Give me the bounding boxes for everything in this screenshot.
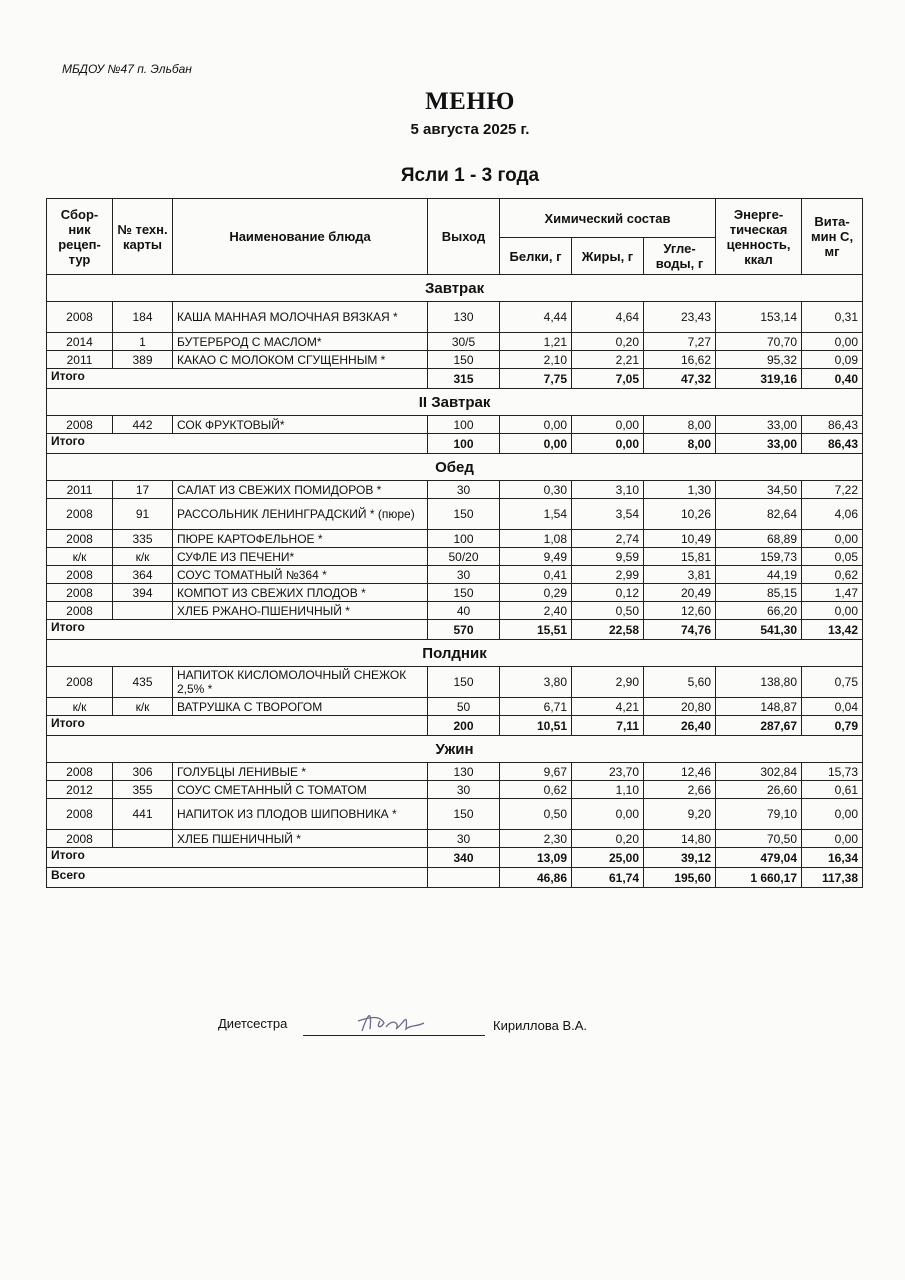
cell-carbs: 12,60 bbox=[644, 602, 716, 620]
cell-output: 150 bbox=[428, 351, 500, 369]
total-energy: 541,30 bbox=[716, 620, 802, 640]
cell-carbs: 12,46 bbox=[644, 763, 716, 781]
cell-collection: 2008 bbox=[47, 302, 113, 333]
col-vitamin: Вита-мин С, мг bbox=[802, 199, 863, 275]
cell-protein: 1,54 bbox=[500, 499, 572, 530]
cell-fat: 23,70 bbox=[572, 763, 644, 781]
total-carbs: 39,12 bbox=[644, 848, 716, 868]
cell-dish-name: ГОЛУБЦЫ ЛЕНИВЫЕ * bbox=[173, 763, 428, 781]
total-label: Итого bbox=[47, 434, 428, 454]
organization-name: МБДОУ №47 п. Эльбан bbox=[62, 62, 192, 76]
grand-total-vitamin: 117,38 bbox=[802, 868, 863, 888]
cell-collection: 2008 bbox=[47, 667, 113, 698]
cell-collection: 2008 bbox=[47, 830, 113, 848]
cell-tech-card: 389 bbox=[113, 351, 173, 369]
cell-dish-name: ВАТРУШКА С ТВОРОГОМ bbox=[173, 698, 428, 716]
age-group: Ясли 1 - 3 года bbox=[400, 165, 540, 186]
table-row bbox=[47, 302, 863, 333]
total-carbs: 26,40 bbox=[644, 716, 716, 736]
cell-vitamin: 0,00 bbox=[802, 602, 863, 620]
cell-fat: 4,21 bbox=[572, 698, 644, 716]
total-row bbox=[47, 848, 863, 868]
cell-tech-card: 394 bbox=[113, 584, 173, 602]
signer-name: Кириллова В.А. bbox=[493, 1018, 588, 1033]
total-output: 340 bbox=[428, 848, 500, 868]
col-chemical-composition: Химический состав bbox=[500, 199, 716, 238]
cell-dish-name: ХЛЕБ ПШЕНИЧНЫЙ * bbox=[173, 830, 428, 848]
cell-vitamin: 15,73 bbox=[802, 763, 863, 781]
table-row bbox=[47, 351, 863, 369]
document-title: МЕНЮ bbox=[425, 88, 515, 115]
section-row bbox=[47, 389, 863, 416]
cell-vitamin: 0,04 bbox=[802, 698, 863, 716]
total-carbs: 74,76 bbox=[644, 620, 716, 640]
cell-output: 30 bbox=[428, 566, 500, 584]
cell-energy: 153,14 bbox=[716, 302, 802, 333]
total-fat: 0,00 bbox=[572, 434, 644, 454]
cell-energy: 26,60 bbox=[716, 781, 802, 799]
cell-output: 100 bbox=[428, 530, 500, 548]
cell-collection: 2008 bbox=[47, 763, 113, 781]
cell-dish-name: САЛАТ ИЗ СВЕЖИХ ПОМИДОРОВ * bbox=[173, 481, 428, 499]
total-protein: 0,00 bbox=[500, 434, 572, 454]
cell-energy: 138,80 bbox=[716, 667, 802, 698]
col-output: Выход bbox=[428, 199, 500, 275]
cell-output: 30 bbox=[428, 481, 500, 499]
cell-protein: 2,40 bbox=[500, 602, 572, 620]
cell-carbs: 15,81 bbox=[644, 548, 716, 566]
table-row bbox=[47, 499, 863, 530]
cell-vitamin: 0,05 bbox=[802, 548, 863, 566]
cell-carbs: 14,80 bbox=[644, 830, 716, 848]
total-energy: 33,00 bbox=[716, 434, 802, 454]
total-protein: 10,51 bbox=[500, 716, 572, 736]
section-title: II Завтрак bbox=[47, 389, 863, 416]
cell-vitamin: 0,62 bbox=[802, 566, 863, 584]
total-fat: 7,05 bbox=[572, 369, 644, 389]
cell-energy: 44,19 bbox=[716, 566, 802, 584]
cell-collection: к/к bbox=[47, 698, 113, 716]
section-row bbox=[47, 275, 863, 302]
total-label: Итого bbox=[47, 369, 428, 389]
cell-dish-name: КАША МАННАЯ МОЛОЧНАЯ ВЯЗКАЯ * bbox=[173, 302, 428, 333]
grand-total-output bbox=[428, 868, 500, 888]
total-fat: 22,58 bbox=[572, 620, 644, 640]
section-title: Полдник bbox=[47, 640, 863, 667]
section-title: Обед bbox=[47, 454, 863, 481]
cell-fat: 0,20 bbox=[572, 830, 644, 848]
cell-protein: 0,29 bbox=[500, 584, 572, 602]
cell-energy: 95,32 bbox=[716, 351, 802, 369]
total-row bbox=[47, 369, 863, 389]
cell-energy: 70,70 bbox=[716, 333, 802, 351]
cell-dish-name: КОМПОТ ИЗ СВЕЖИХ ПЛОДОВ * bbox=[173, 584, 428, 602]
grand-total-fat: 61,74 bbox=[572, 868, 644, 888]
cell-protein: 0,00 bbox=[500, 416, 572, 434]
total-vitamin: 0,79 bbox=[802, 716, 863, 736]
cell-vitamin: 0,00 bbox=[802, 333, 863, 351]
cell-energy: 68,89 bbox=[716, 530, 802, 548]
total-fat: 7,11 bbox=[572, 716, 644, 736]
table-row bbox=[47, 416, 863, 434]
cell-dish-name: СОУС СМЕТАННЫЙ С ТОМАТОМ bbox=[173, 781, 428, 799]
cell-energy: 85,15 bbox=[716, 584, 802, 602]
cell-collection: 2011 bbox=[47, 351, 113, 369]
cell-collection: 2008 bbox=[47, 566, 113, 584]
cell-collection: 2008 bbox=[47, 799, 113, 830]
cell-tech-card: 355 bbox=[113, 781, 173, 799]
grand-total-carbs: 195,60 bbox=[644, 868, 716, 888]
total-vitamin: 16,34 bbox=[802, 848, 863, 868]
cell-fat: 3,54 bbox=[572, 499, 644, 530]
cell-dish-name: СОК ФРУКТОВЫЙ* bbox=[173, 416, 428, 434]
table-row bbox=[47, 830, 863, 848]
grand-total-energy: 1 660,17 bbox=[716, 868, 802, 888]
cell-output: 30/5 bbox=[428, 333, 500, 351]
section-row bbox=[47, 736, 863, 763]
cell-tech-card: 1 bbox=[113, 333, 173, 351]
menu-body bbox=[47, 275, 863, 888]
cell-energy: 82,64 bbox=[716, 499, 802, 530]
cell-carbs: 20,49 bbox=[644, 584, 716, 602]
cell-dish-name: ХЛЕБ РЖАНО-ПШЕНИЧНЫЙ * bbox=[173, 602, 428, 620]
total-output: 315 bbox=[428, 369, 500, 389]
cell-fat: 0,50 bbox=[572, 602, 644, 620]
cell-fat: 0,00 bbox=[572, 799, 644, 830]
cell-tech-card: 184 bbox=[113, 302, 173, 333]
cell-energy: 79,10 bbox=[716, 799, 802, 830]
cell-tech-card: 306 bbox=[113, 763, 173, 781]
cell-tech-card: 442 bbox=[113, 416, 173, 434]
cell-output: 100 bbox=[428, 416, 500, 434]
grand-total-row bbox=[47, 868, 863, 888]
cell-carbs: 5,60 bbox=[644, 667, 716, 698]
table-row bbox=[47, 667, 863, 698]
cell-output: 150 bbox=[428, 799, 500, 830]
cell-carbs: 7,27 bbox=[644, 333, 716, 351]
cell-carbs: 3,81 bbox=[644, 566, 716, 584]
cell-vitamin: 0,00 bbox=[802, 530, 863, 548]
grand-total-label: Всего bbox=[47, 868, 428, 888]
total-carbs: 8,00 bbox=[644, 434, 716, 454]
cell-output: 50 bbox=[428, 698, 500, 716]
table-row bbox=[47, 481, 863, 499]
cell-carbs: 16,62 bbox=[644, 351, 716, 369]
menu-date: 5 августа 2025 г. bbox=[410, 121, 530, 138]
cell-energy: 66,20 bbox=[716, 602, 802, 620]
cell-protein: 9,67 bbox=[500, 763, 572, 781]
cell-dish-name: ПЮРЕ КАРТОФЕЛЬНОЕ * bbox=[173, 530, 428, 548]
total-fat: 25,00 bbox=[572, 848, 644, 868]
cell-protein: 0,50 bbox=[500, 799, 572, 830]
cell-dish-name: НАПИТОК ИЗ ПЛОДОВ ШИПОВНИКА * bbox=[173, 799, 428, 830]
cell-carbs: 1,30 bbox=[644, 481, 716, 499]
cell-energy: 34,50 bbox=[716, 481, 802, 499]
total-row bbox=[47, 620, 863, 640]
cell-carbs: 2,66 bbox=[644, 781, 716, 799]
cell-fat: 0,20 bbox=[572, 333, 644, 351]
cell-energy: 70,50 bbox=[716, 830, 802, 848]
col-fat: Жиры, г bbox=[572, 238, 644, 275]
cell-tech-card bbox=[113, 602, 173, 620]
col-tech-card: № техн. карты bbox=[113, 199, 173, 275]
cell-dish-name: КАКАО С МОЛОКОМ СГУЩЕННЫМ * bbox=[173, 351, 428, 369]
section-title: Завтрак bbox=[47, 275, 863, 302]
table-row bbox=[47, 602, 863, 620]
cell-fat: 4,64 bbox=[572, 302, 644, 333]
cell-tech-card: 335 bbox=[113, 530, 173, 548]
cell-dish-name: БУТЕРБРОД С МАСЛОМ* bbox=[173, 333, 428, 351]
cell-carbs: 23,43 bbox=[644, 302, 716, 333]
table-row bbox=[47, 763, 863, 781]
total-row bbox=[47, 716, 863, 736]
section-title: Ужин bbox=[47, 736, 863, 763]
cell-protein: 2,30 bbox=[500, 830, 572, 848]
cell-protein: 0,62 bbox=[500, 781, 572, 799]
total-energy: 479,04 bbox=[716, 848, 802, 868]
cell-collection: 2008 bbox=[47, 530, 113, 548]
cell-tech-card: 91 bbox=[113, 499, 173, 530]
cell-vitamin: 86,43 bbox=[802, 416, 863, 434]
table-row bbox=[47, 698, 863, 716]
total-label: Итого bbox=[47, 620, 428, 640]
cell-protein: 3,80 bbox=[500, 667, 572, 698]
total-vitamin: 0,40 bbox=[802, 369, 863, 389]
cell-vitamin: 0,31 bbox=[802, 302, 863, 333]
total-protein: 13,09 bbox=[500, 848, 572, 868]
cell-fat: 9,59 bbox=[572, 548, 644, 566]
cell-carbs: 9,20 bbox=[644, 799, 716, 830]
cell-energy: 148,87 bbox=[716, 698, 802, 716]
col-energy: Энерге-тическая ценность, ккал bbox=[716, 199, 802, 275]
cell-protein: 1,21 bbox=[500, 333, 572, 351]
cell-fat: 0,12 bbox=[572, 584, 644, 602]
cell-protein: 0,41 bbox=[500, 566, 572, 584]
table-row bbox=[47, 566, 863, 584]
total-output: 100 bbox=[428, 434, 500, 454]
cell-output: 130 bbox=[428, 302, 500, 333]
total-vitamin: 13,42 bbox=[802, 620, 863, 640]
cell-vitamin: 0,00 bbox=[802, 799, 863, 830]
cell-energy: 159,73 bbox=[716, 548, 802, 566]
cell-tech-card: 17 bbox=[113, 481, 173, 499]
cell-tech-card: 435 bbox=[113, 667, 173, 698]
cell-fat: 2,21 bbox=[572, 351, 644, 369]
table-row bbox=[47, 333, 863, 351]
cell-fat: 0,00 bbox=[572, 416, 644, 434]
cell-fat: 1,10 bbox=[572, 781, 644, 799]
cell-collection: к/к bbox=[47, 548, 113, 566]
cell-fat: 3,10 bbox=[572, 481, 644, 499]
total-label: Итого bbox=[47, 716, 428, 736]
grand-total-protein: 46,86 bbox=[500, 868, 572, 888]
cell-tech-card: к/к bbox=[113, 698, 173, 716]
cell-fat: 2,74 bbox=[572, 530, 644, 548]
total-label: Итого bbox=[47, 848, 428, 868]
cell-carbs: 8,00 bbox=[644, 416, 716, 434]
menu-table bbox=[46, 198, 863, 888]
table-row bbox=[47, 799, 863, 830]
cell-carbs: 10,26 bbox=[644, 499, 716, 530]
cell-vitamin: 7,22 bbox=[802, 481, 863, 499]
cell-carbs: 10,49 bbox=[644, 530, 716, 548]
cell-collection: 2014 bbox=[47, 333, 113, 351]
col-carbs: Угле-воды, г bbox=[644, 238, 716, 275]
total-protein: 7,75 bbox=[500, 369, 572, 389]
table-row bbox=[47, 584, 863, 602]
total-output: 200 bbox=[428, 716, 500, 736]
cell-tech-card bbox=[113, 830, 173, 848]
total-energy: 287,67 bbox=[716, 716, 802, 736]
cell-vitamin: 4,06 bbox=[802, 499, 863, 530]
cell-collection: 2012 bbox=[47, 781, 113, 799]
cell-protein: 2,10 bbox=[500, 351, 572, 369]
cell-output: 40 bbox=[428, 602, 500, 620]
cell-output: 150 bbox=[428, 499, 500, 530]
cell-carbs: 20,80 bbox=[644, 698, 716, 716]
total-output: 570 bbox=[428, 620, 500, 640]
cell-vitamin: 1,47 bbox=[802, 584, 863, 602]
cell-fat: 2,90 bbox=[572, 667, 644, 698]
total-row bbox=[47, 434, 863, 454]
cell-tech-card: 364 bbox=[113, 566, 173, 584]
cell-protein: 0,30 bbox=[500, 481, 572, 499]
cell-dish-name: СУФЛЕ ИЗ ПЕЧЕНИ* bbox=[173, 548, 428, 566]
table-row bbox=[47, 548, 863, 566]
cell-output: 150 bbox=[428, 584, 500, 602]
cell-protein: 1,08 bbox=[500, 530, 572, 548]
table-row bbox=[47, 781, 863, 799]
cell-dish-name: НАПИТОК КИСЛОМОЛОЧНЫЙ СНЕЖОК 2,5% * bbox=[173, 667, 428, 698]
table-row bbox=[47, 530, 863, 548]
cell-vitamin: 0,75 bbox=[802, 667, 863, 698]
cell-collection: 2008 bbox=[47, 416, 113, 434]
cell-output: 50/20 bbox=[428, 548, 500, 566]
cell-protein: 9,49 bbox=[500, 548, 572, 566]
signature-role: Диетсестра bbox=[218, 1016, 288, 1031]
cell-dish-name: СОУС ТОМАТНЫЙ №364 * bbox=[173, 566, 428, 584]
cell-tech-card: к/к bbox=[113, 548, 173, 566]
cell-output: 130 bbox=[428, 763, 500, 781]
handwritten-signature bbox=[350, 1003, 430, 1039]
cell-collection: 2008 bbox=[47, 602, 113, 620]
col-dish-name: Наименование блюда bbox=[173, 199, 428, 275]
col-collection: Сбор-ник рецеп-тур bbox=[47, 199, 113, 275]
cell-energy: 33,00 bbox=[716, 416, 802, 434]
cell-dish-name: РАССОЛЬНИК ЛЕНИНГРАДСКИЙ * (пюре) bbox=[173, 499, 428, 530]
total-vitamin: 86,43 bbox=[802, 434, 863, 454]
col-protein: Белки, г bbox=[500, 238, 572, 275]
cell-collection: 2008 bbox=[47, 499, 113, 530]
cell-tech-card: 441 bbox=[113, 799, 173, 830]
cell-output: 150 bbox=[428, 667, 500, 698]
total-energy: 319,16 bbox=[716, 369, 802, 389]
cell-fat: 2,99 bbox=[572, 566, 644, 584]
cell-protein: 4,44 bbox=[500, 302, 572, 333]
cell-output: 30 bbox=[428, 830, 500, 848]
cell-collection: 2011 bbox=[47, 481, 113, 499]
section-row bbox=[47, 640, 863, 667]
section-row bbox=[47, 454, 863, 481]
cell-vitamin: 0,00 bbox=[802, 830, 863, 848]
total-carbs: 47,32 bbox=[644, 369, 716, 389]
cell-vitamin: 0,61 bbox=[802, 781, 863, 799]
cell-output: 30 bbox=[428, 781, 500, 799]
cell-energy: 302,84 bbox=[716, 763, 802, 781]
cell-collection: 2008 bbox=[47, 584, 113, 602]
cell-vitamin: 0,09 bbox=[802, 351, 863, 369]
total-protein: 15,51 bbox=[500, 620, 572, 640]
cell-protein: 6,71 bbox=[500, 698, 572, 716]
